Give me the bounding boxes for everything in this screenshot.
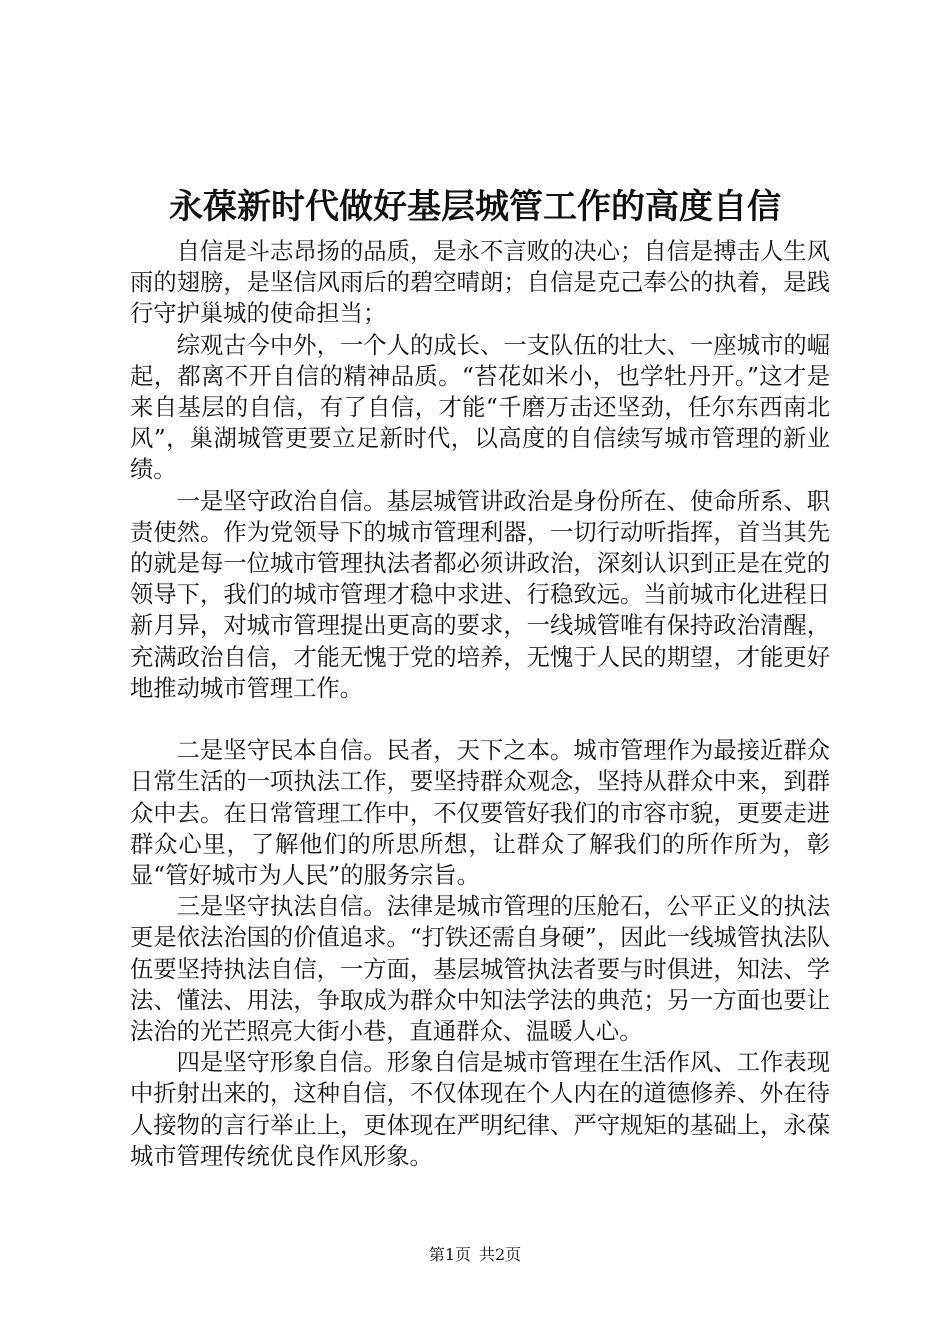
document-body	[130, 236, 830, 1172]
paragraph-image-confidence: 四是坚守形象自信。形象自信是城市管理在生活作风、工作表现中折射出来的，这种自信，不仅体现在个人内在的道德修养、外在待人接物的言行举止上，更体现在严明纪律、严守规矩的基础上，永葆城市管理传统优良作风形象。	[130, 1049, 830, 1170]
paragraph-overview: 综观古今中外，一个人的成长、一支队伍的壮大、一座城市的崛起，都离不开自信的精神品质。“苔花如米小，也学牡丹开。”这才是来自基层的自信，有了自信，才能“千磨万击还坚劲，任尔东西南北风”，巢湖城管更要立足新时代，以高度的自信续写城市管理的新业绩。	[130, 331, 830, 484]
paragraph-people-confidence: 二是坚守民本自信。民者，天下之本。城市管理作为最接近群众日常生活的一项执法工作，要坚持群众观念，坚持从群众中来，到群众中去。在日常管理工作中，不仅要管好我们的市容市貌，更要走进群众心里，了解他们的所思所想，让群众了解我们的所作所为，彰显“管好城市为人民”的服务宗旨。	[130, 737, 830, 890]
paragraph-law-enforcement-confidence: 三是坚守执法自信。法律是城市管理的压舱石，公平正义的执法更是依法治国的价值追求。“打铁还需自身硬”，因此一线城管执法队伍要坚持执法自信，一方面，基层城管执法者要与时俱进，知法、学法、懂法、用法，争取成为群众中知法学法的典范；另一方面也要让法治的光芒照亮大街小巷，直通群众、温暖人心。	[130, 893, 830, 1046]
page-total: 共2页	[479, 1245, 522, 1264]
document-title: 永葆新时代做好基层城管工作的高度自信	[169, 187, 781, 227]
page-number: 第1页	[428, 1245, 471, 1264]
page-footer	[0, 1244, 950, 1266]
paragraph-political-confidence: 一是坚守政治自信。基层城管讲政治是身份所在、使命所系、职责使然。作为党领导下的城市管理利器，一切行动听指挥，首当其先的就是每一位城市管理执法者都必须讲政治，深刻认识到正是在党的领导下，我们的城市管理才稳中求进、行稳致远。当前城市化进程日新月异，对城市管理提出更高的要求，一线城管唯有保持政治清醒，充满政治自信，才能无愧于党的培养，无愧于人民的期望，才能更好地推动城市管理工作。	[130, 487, 830, 702]
paragraph-intro: 自信是斗志昂扬的品质，是永不言败的决心；自信是搏击人生风雨的翅膀，是坚信风雨后的碧空晴朗；自信是克己奉公的执着，是践行守护巢城的使命担当；	[130, 238, 830, 328]
